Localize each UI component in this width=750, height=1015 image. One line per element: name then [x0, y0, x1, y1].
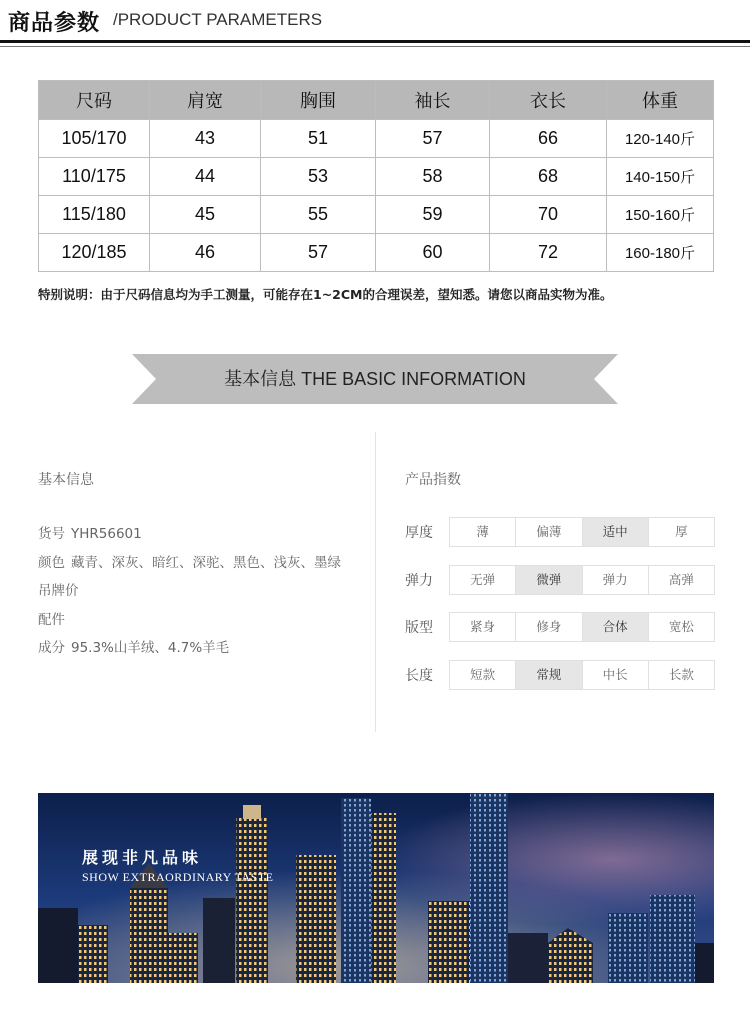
index-options	[449, 612, 715, 642]
city-image-caption-en: SHOW EXTRAORDINARY TASTE	[82, 870, 274, 884]
info-row-material	[38, 638, 368, 667]
table-cell: 59	[376, 196, 490, 234]
index-option: 紧身	[470, 619, 496, 634]
table-cell: 70	[490, 196, 607, 234]
table-cell: 51	[261, 120, 376, 158]
table-row	[39, 120, 714, 158]
table-cell: 45	[150, 196, 261, 234]
table-cell: 43	[150, 120, 261, 158]
info-label: 配件	[38, 611, 65, 628]
info-label: 成分	[38, 640, 65, 656]
vertical-divider	[375, 432, 376, 732]
info-row-color	[38, 553, 368, 582]
table-cell: 46	[150, 234, 261, 272]
table-cell: 44	[150, 158, 261, 196]
header-divider-thick	[0, 40, 750, 43]
index-option-selected: 适中	[582, 518, 648, 546]
info-value: 藏青、深灰、暗红、深驼、黑色、浅灰、墨绿	[71, 554, 341, 571]
index-option-selected: 微弹	[515, 566, 581, 594]
shoulder-col-header: 肩宽	[150, 81, 261, 120]
index-option: 修身	[515, 613, 581, 641]
index-option: 高弹	[648, 566, 714, 594]
size-table-header-row	[39, 81, 714, 120]
index-option: 无弹	[470, 572, 496, 587]
basic-info-list	[38, 524, 368, 667]
info-label: 吊牌价	[38, 583, 79, 599]
index-option: 中长	[582, 661, 648, 689]
info-label: 货号	[38, 526, 65, 542]
index-label: 厚度	[405, 525, 433, 541]
product-index-title: 产品指数	[405, 472, 461, 488]
index-options	[449, 565, 715, 595]
table-cell: 160-180斤	[607, 234, 714, 272]
table-cell: 57	[261, 234, 376, 272]
index-row-fit	[405, 612, 715, 642]
index-option-selected: 合体	[582, 613, 648, 641]
info-label: 颜色	[38, 554, 65, 571]
index-option: 弹力	[582, 566, 648, 594]
table-row	[39, 234, 714, 272]
table-cell: 115/180	[39, 196, 150, 234]
table-cell: 60	[376, 234, 490, 272]
index-label: 弹力	[405, 573, 433, 589]
index-option: 短款	[470, 667, 496, 682]
info-row-accessories	[38, 610, 368, 639]
table-cell: 120/185	[39, 234, 150, 272]
table-cell: 110/175	[39, 158, 150, 196]
city-skyline-image	[38, 793, 714, 983]
chest-col-header: 胸围	[261, 81, 376, 120]
table-cell: 150-160斤	[607, 196, 714, 234]
table-cell: 57	[376, 120, 490, 158]
index-label: 长度	[405, 668, 433, 684]
table-cell: 68	[490, 158, 607, 196]
table-cell: 120-140斤	[607, 120, 714, 158]
basic-info-title: 基本信息	[38, 472, 94, 488]
index-row-length	[405, 660, 715, 690]
index-option-selected: 常规	[515, 661, 581, 689]
sleeve-col-header: 袖长	[376, 81, 490, 120]
table-cell: 66	[490, 120, 607, 158]
index-row-elasticity	[405, 565, 715, 595]
index-option: 薄	[476, 524, 489, 539]
table-cell: 105/170	[39, 120, 150, 158]
index-options	[449, 660, 715, 690]
info-value: 95.3%山羊绒、4.7%羊毛	[71, 640, 230, 656]
index-option: 偏薄	[515, 518, 581, 546]
index-row-thickness	[405, 517, 715, 547]
info-row-tag-price	[38, 581, 368, 610]
size-table	[38, 80, 714, 272]
length-col-header: 衣长	[490, 81, 607, 120]
info-row-item-no	[38, 524, 368, 553]
table-cell: 140-150斤	[607, 158, 714, 196]
header-divider-thin	[0, 46, 750, 47]
page-title: 商品参数	[8, 11, 101, 36]
index-options	[449, 517, 715, 547]
banner-text: 基本信息 THE BASIC INFORMATION	[224, 369, 526, 389]
page-subtitle: /PRODUCT PARAMETERS	[113, 10, 323, 29]
table-cell: 72	[490, 234, 607, 272]
index-option: 宽松	[648, 613, 714, 641]
size-col-header: 尺码	[39, 81, 150, 120]
city-image-caption-cn: 展现非凡品味	[82, 848, 203, 867]
basic-info-banner	[132, 354, 618, 404]
weight-col-header: 体重	[607, 81, 714, 120]
info-value: YHR56601	[71, 526, 142, 542]
table-cell: 53	[261, 158, 376, 196]
skyline-illustration	[38, 793, 714, 983]
table-row	[39, 196, 714, 234]
table-cell: 55	[261, 196, 376, 234]
table-row	[39, 158, 714, 196]
index-label: 版型	[405, 620, 433, 636]
size-note: 特别说明：由于尺码信息均为手工测量，可能存在1~2CM的合理误差，望知悉。请您以商品实物为准。	[38, 287, 613, 302]
index-option: 长款	[648, 661, 714, 689]
section-header	[0, 0, 750, 50]
index-option: 厚	[648, 518, 714, 546]
table-cell: 58	[376, 158, 490, 196]
